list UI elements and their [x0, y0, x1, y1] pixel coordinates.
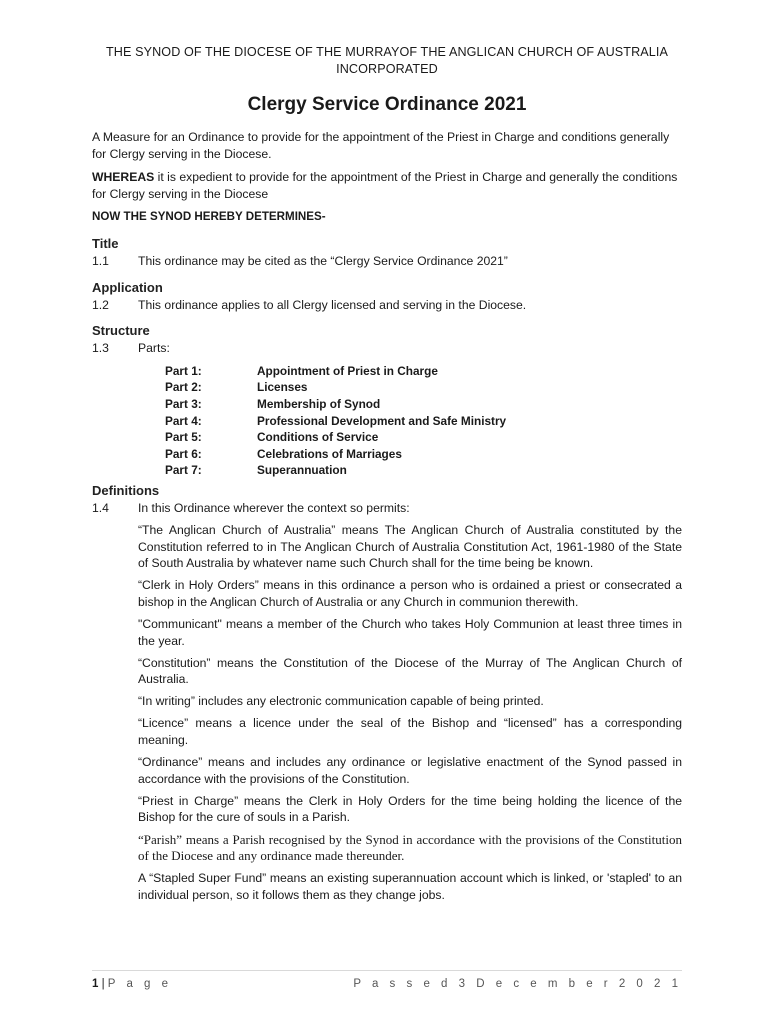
definition-item: “Clerk in Holy Orders” means in this ordinance a person who is ordained a priest or consecrated a bishop in the Anglican Church of Australia or any Church in communion therewith. [138, 578, 682, 609]
definition-item: “Constitution” means the Constitution of the Diocese of the Murray of The Anglican Church of Australia. [138, 655, 682, 687]
clause-number: 1.4 [92, 500, 109, 515]
clause-1-3 [92, 340, 682, 357]
part-name: Licenses [257, 380, 308, 395]
definition-item: A “Stapled Super Fund” means an existing superannuation account which is linked, or 'stapled' to an individual person, so it follows them as they change jobs. [138, 871, 682, 902]
clause-number: 1.1 [92, 253, 109, 268]
part-name: Conditions of Service [257, 430, 379, 445]
clause-text: This ordinance may be cited as the “Clergy Service Ordinance 2021” [138, 253, 508, 268]
clause-number: 1.3 [92, 341, 109, 356]
parts-list [165, 363, 682, 479]
part-name: Membership of Synod [257, 396, 381, 411]
part-row [165, 446, 682, 463]
definition-item: “Priest in Charge” means the Clerk in Holy Orders for the time being holding the licence of the Bishop for the cure of souls in a Parish. [138, 793, 682, 825]
whereas-paragraph [92, 169, 682, 202]
definition-item: “Licence” means a licence under the seal of the Bishop and “licensed” has a corresponding meaning. [138, 716, 682, 748]
clause-text: Parts: [138, 341, 170, 356]
section-heading-definitions: Definitions [92, 482, 160, 498]
part-number: Part 7: [165, 463, 202, 478]
clause-1-1 [92, 253, 682, 270]
page-separator: | [98, 978, 108, 990]
definition-item: “Ordinance” means and includes any ordinance or legislative enactment of the Synod passed in accordance with the provisions of the Constitution. [138, 755, 682, 786]
page-footer [92, 976, 682, 993]
clause-1-4 [92, 500, 682, 517]
definitions-list [138, 522, 682, 903]
section-heading-structure: Structure [92, 323, 150, 339]
whereas-label: WHEREAS [92, 170, 155, 185]
part-name: Celebrations of Marriages [257, 446, 402, 461]
part-row [165, 379, 682, 396]
document-page [92, 44, 682, 903]
part-name: Superannuation [257, 463, 347, 478]
part-number: Part 2: [165, 380, 202, 395]
definition-item: “The Anglican Church of Australia” means The Anglican Church of Australia constituted by the Constitution referred to in The Anglican Church of Australia Constitution Act, 1961-1980 of the State of South Australia by whatever name such Church shall for the time being be known. [138, 523, 682, 571]
determines-line: NOW THE SYNOD HEREBY DETERMINES- [92, 210, 326, 224]
page-indicator [92, 976, 172, 993]
intro-paragraph: A Measure for an Ordinance to provide for the appointment of the Priest in Charge and conditions generally for Clergy serving in the Diocese. [92, 130, 670, 161]
part-row [165, 429, 682, 446]
definition-item: “In writing” includes any electronic communication capable of being printed. [138, 694, 544, 709]
page-number: 1 [92, 978, 99, 990]
clause-text: In this Ordinance wherever the context so permits: [138, 500, 410, 515]
clause-number: 1.2 [92, 297, 109, 312]
clause-text: This ordinance applies to all Clergy licensed and serving in the Diocese. [138, 297, 527, 312]
part-row [165, 363, 682, 380]
part-number: Part 3: [165, 396, 202, 411]
page-label: P a g e [107, 978, 173, 990]
part-name: Appointment of Priest in Charge [257, 363, 438, 378]
part-number: Part 5: [165, 430, 202, 445]
section-heading-application: Application [92, 279, 163, 295]
page-title: Clergy Service Ordinance 2021 [247, 94, 527, 115]
part-number: Part 6: [165, 446, 202, 461]
whereas-text: it is expedient to provide for the appointment of the Priest in Charge and generally the conditions for Clergy serving in the Diocese [92, 170, 678, 201]
part-row [165, 413, 682, 430]
header-line-2: INCORPORATED [336, 62, 438, 76]
part-number: Part 1: [165, 363, 202, 378]
passed-date: P a s s e d 3 D e c e m b e r 2 0 2 1 [353, 978, 682, 990]
part-name: Professional Development and Safe Ministry [257, 413, 507, 428]
part-row [165, 396, 682, 413]
definition-item: “Parish” means a Parish recognised by the Synod in accordance with the provisions of the Constitution of the Diocese and any ordinance made thereunder. [138, 831, 682, 864]
section-heading-title: Title [92, 235, 119, 251]
definition-item: "Communicant" means a member of the Church who takes Holy Communion at least three times in the year. [138, 616, 682, 648]
part-row [165, 462, 682, 479]
footer-divider [92, 970, 682, 971]
part-number: Part 4: [165, 413, 202, 428]
header-line-1: THE SYNOD OF THE DIOCESE OF THE MURRAYOF THE ANGLICAN CHURCH OF AUSTRALIA [106, 45, 668, 59]
clause-1-2 [92, 297, 682, 314]
